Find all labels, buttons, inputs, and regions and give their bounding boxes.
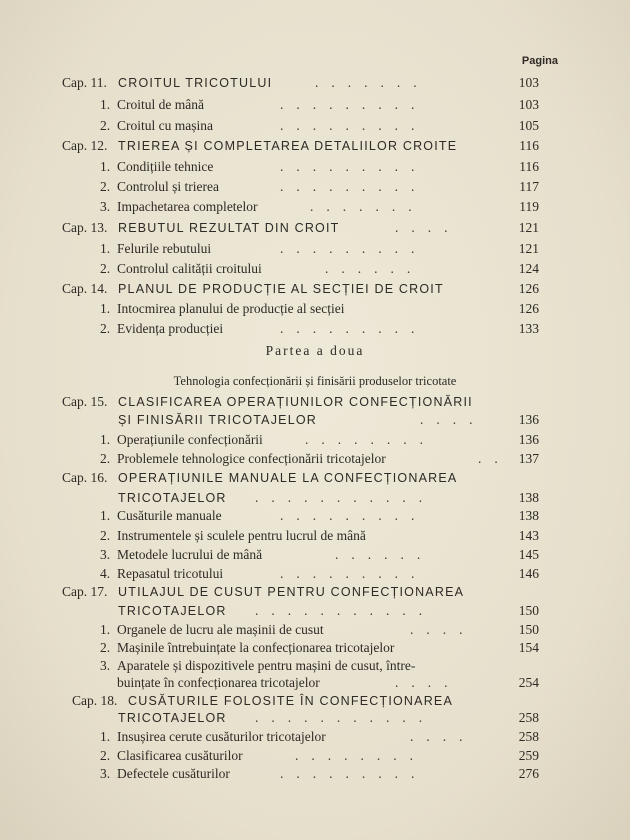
toc-chapter-15 (0, 392, 630, 412)
chapter-number: Cap. 18. (72, 693, 118, 708)
page-number: 138 (518, 490, 539, 505)
section-title: Aparatele și dispozitivele pentru mașini de cusut, între- (117, 658, 416, 673)
chapter-title: TRIEREA ȘI COMPLETAREA DETALIILOR CROITE (118, 139, 458, 153)
dot-leader: .... (410, 729, 476, 744)
section-title: Defectele cusăturilor (117, 766, 230, 781)
toc-section (0, 545, 630, 565)
section-title: Impachetarea completelor (117, 199, 258, 214)
chapter-title: UTILAJUL DE CUSUT PENTRU CONFECȚIONAREA (118, 585, 465, 599)
dot-leader: .... (395, 675, 461, 690)
page-number: 116 (519, 159, 539, 174)
dot-leader: ........... (255, 710, 436, 725)
part-subtitle: Tehnologia confecționării și finisării produselor tricotate (173, 374, 457, 388)
toc-section (0, 506, 630, 526)
page-number: 126 (518, 281, 539, 296)
chapter-number: Cap. 12. (62, 138, 108, 153)
section-number: 1. (100, 508, 111, 523)
page-number: 146 (518, 566, 539, 581)
dot-leader: .... (395, 220, 461, 235)
part-heading: Partea a doua (265, 343, 365, 358)
dot-leader: .. (478, 451, 511, 466)
pagina-label: Pagina (521, 55, 558, 67)
page-number: 254 (518, 675, 539, 690)
toc-chapter-11 (0, 73, 630, 93)
section-title: Evidența producției (117, 321, 224, 336)
section-number: 3. (100, 658, 111, 673)
section-number: 3. (100, 199, 111, 214)
dot-leader: ......... (280, 566, 428, 581)
toc-section (0, 638, 630, 658)
section-number: 4. (100, 566, 111, 581)
chapter-number: Cap. 14. (62, 281, 108, 296)
section-number: 2. (100, 179, 111, 194)
toc-section (0, 564, 630, 584)
chapter-title-continued: TRICOTAJELOR (118, 604, 227, 618)
section-title: Instrumentele și sculele pentru lucrul de mână (117, 528, 366, 543)
toc-section (0, 764, 630, 784)
chapter-title: REBUTUL REZULTAT DIN CROIT (118, 221, 340, 235)
page-number: 119 (519, 199, 539, 214)
page-number: 137 (518, 451, 539, 466)
page-number: 124 (518, 261, 539, 276)
page-number: 143 (518, 528, 539, 543)
toc-chapter-16-cont (0, 488, 630, 508)
dot-leader: ......... (280, 321, 428, 336)
page-number: 136 (518, 432, 539, 447)
toc-section (0, 449, 630, 469)
section-title: Clasificarea cusăturilor (117, 748, 243, 763)
toc-chapter-17-cont (0, 601, 630, 621)
chapter-title: PLANUL DE PRODUCȚIE AL SECȚIEI DE CROIT (118, 282, 444, 296)
page-number: 150 (518, 603, 539, 618)
toc-section (0, 299, 630, 319)
dot-leader: ......... (280, 508, 428, 523)
section-title: Problemele tehnologice confecționării tricotajelor (117, 451, 386, 466)
section-number: 3. (100, 547, 111, 562)
section-number: 1. (100, 432, 111, 447)
chapter-number: Cap. 17. (62, 584, 108, 599)
chapter-number: Cap. 15. (62, 394, 108, 409)
toc-chapter-17 (0, 582, 630, 602)
page-number: 154 (518, 640, 539, 655)
dot-leader: ......... (280, 766, 428, 781)
dot-leader: ......... (280, 159, 428, 174)
dot-leader: ........... (255, 490, 436, 505)
dot-leader: ......... (280, 179, 428, 194)
toc-section (0, 259, 630, 279)
page-number: 116 (519, 138, 539, 153)
section-number: 2. (100, 118, 111, 133)
section-title: Condițiile tehnice (117, 159, 214, 174)
section-number: 2. (100, 321, 111, 336)
section-title: Repasatul tricotului (117, 566, 224, 581)
section-number: 1. (100, 622, 111, 637)
page-number: 276 (518, 766, 539, 781)
page-number: 258 (518, 710, 539, 725)
page-number: 259 (518, 748, 539, 763)
page-number: 103 (518, 97, 539, 112)
section-number: 2. (100, 528, 111, 543)
section-title: Croitul de mână (117, 97, 204, 112)
chapter-title-continued: TRICOTAJELOR (118, 711, 227, 725)
section-title: Metodele lucrului de mână (117, 547, 263, 562)
dot-leader: .... (410, 622, 476, 637)
page-number: 136 (518, 412, 539, 427)
dot-leader: ....... (310, 199, 425, 214)
section-number: 1. (100, 97, 111, 112)
toc-chapter-14 (0, 279, 630, 299)
chapter-title-continued: ȘI FINISĂRII TRICOTAJELOR (118, 413, 318, 427)
dot-leader: .... (420, 412, 486, 427)
chapter-number: Cap. 11. (62, 75, 107, 90)
toc-section (0, 116, 630, 136)
page-number: 103 (518, 75, 539, 90)
page-number: 121 (518, 220, 539, 235)
dot-leader: ......... (280, 97, 428, 112)
section-number: 1. (100, 159, 111, 174)
dot-leader: ......... (280, 241, 428, 256)
toc-section (0, 239, 630, 259)
toc-section (0, 157, 630, 177)
toc-section (0, 177, 630, 197)
dot-leader: ....... (315, 75, 430, 90)
section-title: Controlul și trierea (117, 179, 219, 194)
toc-section (0, 197, 630, 217)
toc-chapter-15-cont (0, 410, 630, 430)
section-title: Felurile rebutului (117, 241, 212, 256)
chapter-title: CUSĂTURILE FOLOSITE ÎN CONFECȚIONAREA (128, 694, 453, 708)
dot-leader: ........ (305, 432, 436, 447)
section-number: 1. (100, 301, 111, 316)
page-number: 133 (518, 321, 539, 336)
dot-leader: ...... (325, 261, 424, 276)
section-title: Intocmirea planului de producție al secției (117, 301, 345, 316)
page-number: 145 (518, 547, 539, 562)
toc-chapter-18-cont (0, 708, 630, 728)
section-title: Operațiunile confecționării (117, 432, 263, 447)
dot-leader: ........ (295, 748, 426, 763)
section-number: 2. (100, 261, 111, 276)
section-number: 2. (100, 451, 111, 466)
section-title-continued: buințate în confecționarea tricotajelor (117, 675, 320, 690)
page-number: 105 (518, 118, 539, 133)
section-number: 1. (100, 241, 111, 256)
toc-section (0, 620, 630, 640)
chapter-title: OPERAȚIUNILE MANUALE LA CONFECȚIONAREA (118, 471, 458, 485)
toc-section (0, 95, 630, 115)
section-number: 2. (100, 640, 111, 655)
chapter-title: CROITUL TRICOTULUI (118, 76, 273, 90)
page-number: 150 (518, 622, 539, 637)
page-number: 126 (518, 301, 539, 316)
dot-leader: ........... (255, 603, 436, 618)
section-number: 1. (100, 729, 111, 744)
section-title: Controlul calității croitului (117, 261, 262, 276)
page-number: 117 (519, 179, 539, 194)
dot-leader: ......... (280, 118, 428, 133)
chapter-number: Cap. 13. (62, 220, 108, 235)
section-number: 2. (100, 748, 111, 763)
toc-chapter-13 (0, 218, 630, 238)
chapter-title-continued: TRICOTAJELOR (118, 491, 227, 505)
toc-section-cont (0, 673, 630, 693)
section-number: 3. (100, 766, 111, 781)
section-title: Cusăturile manuale (117, 508, 222, 523)
toc-section (0, 526, 630, 546)
toc-section (0, 727, 630, 747)
toc-section (0, 319, 630, 339)
section-title: Mașinile întrebuințate la confecționarea tricotajelor (117, 640, 395, 655)
page-number: 121 (518, 241, 539, 256)
section-title: Insușirea cerute cusăturilor tricotajelor (117, 729, 326, 744)
dot-leader: ...... (335, 547, 434, 562)
toc-section (0, 746, 630, 766)
toc-chapter-12 (0, 136, 630, 156)
toc-chapter-16 (0, 468, 630, 488)
toc-section (0, 430, 630, 450)
page-number: 138 (518, 508, 539, 523)
section-title: Croitul cu mașina (117, 118, 213, 133)
chapter-title: CLASIFICAREA OPERAȚIUNILOR CONFECȚIONĂRII (118, 395, 473, 409)
section-title: Organele de lucru ale mașinii de cusut (117, 622, 324, 637)
chapter-number: Cap. 16. (62, 470, 108, 485)
page-number: 258 (518, 729, 539, 744)
